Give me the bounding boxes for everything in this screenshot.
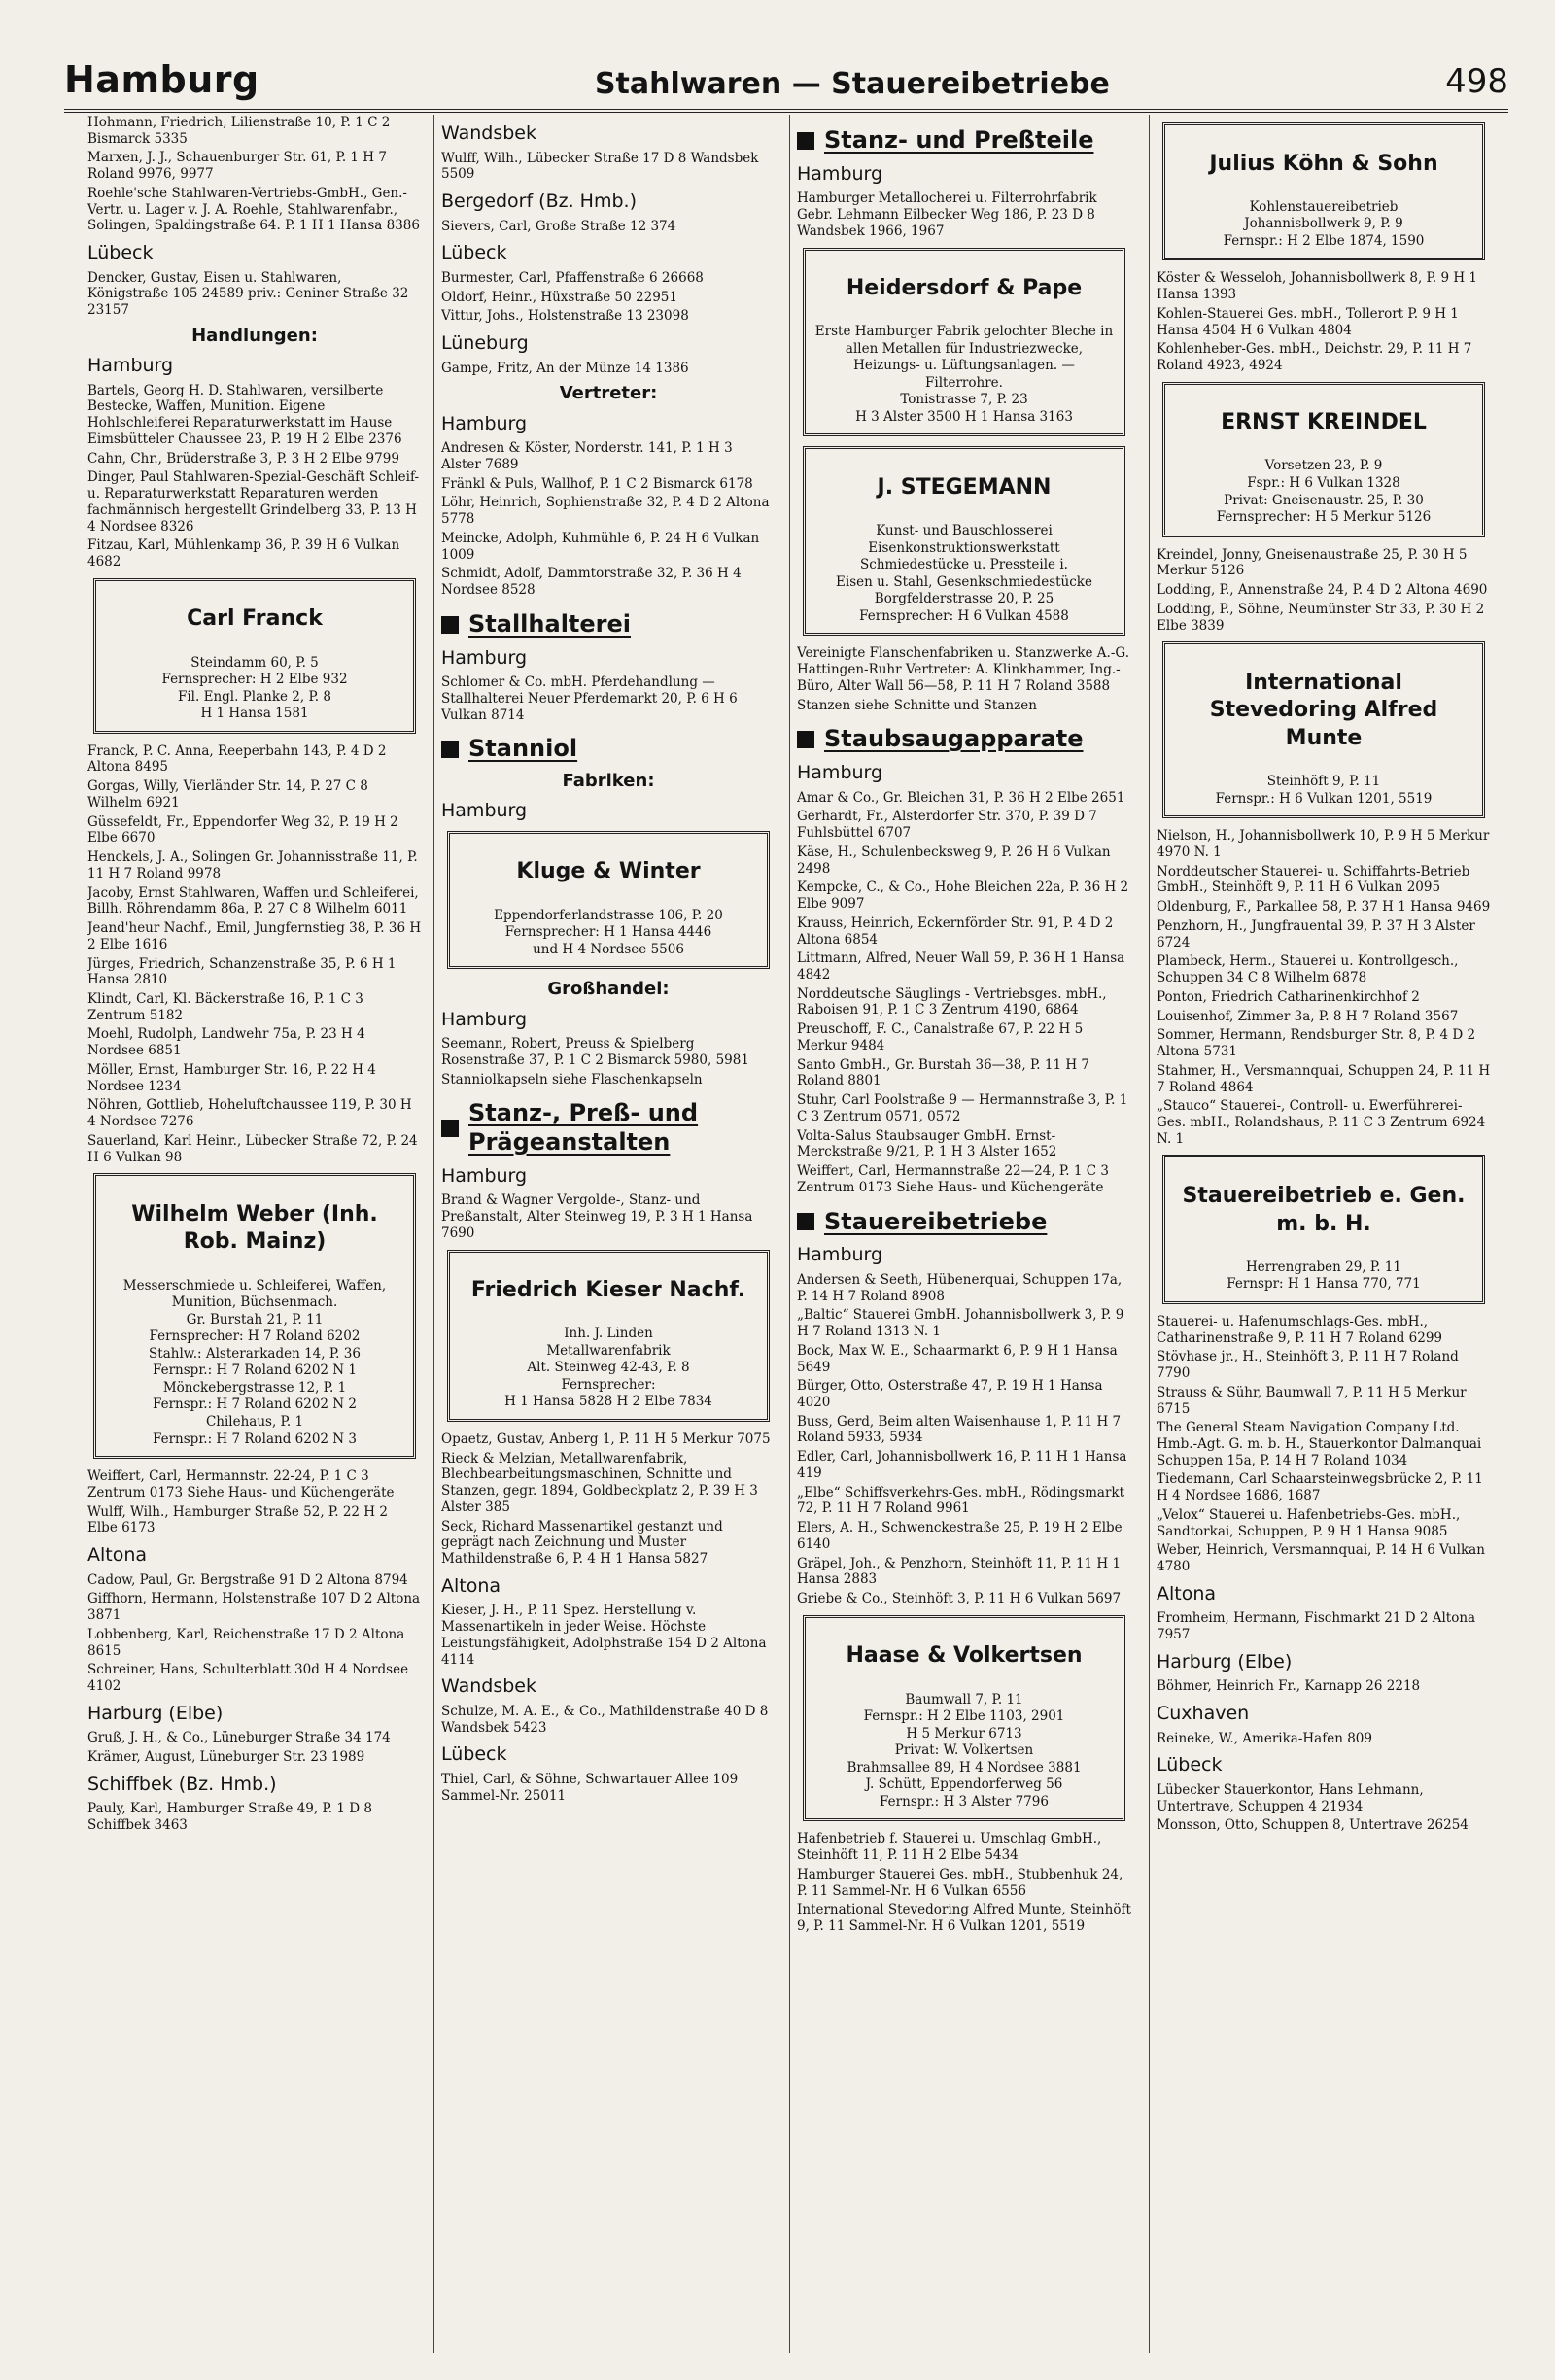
entry-list [87,115,422,234]
column-divider [433,115,434,2353]
subheading: Handlungen: [191,325,318,346]
directory-entry: Bock, Max W. E., Schaarmarkt 6, P. 9 H 1 Hansa 5649 [797,1342,1118,1375]
directory-entry: Stuhr, Carl Poolstraße 9 — Hermannstraße 3, P. 1 C 3 Zentrum 0571, 0572 [797,1092,1128,1124]
directory-entry: „Stauco“ Stauerei-, Controll- u. Ewerführerei-Ges. mbH., Rolandshaus, P. 11 C 3 Zentrum 6924 N. 1 [1157,1098,1486,1147]
advertisement-box [1162,1155,1485,1303]
ad-text: Vorsetzen 23, P. 9 Fspr.: H 6 Vulkan 1328 Privat: Gneisenaustr. 25, P. 30 Fernsprecher: H 5 Merkur 5126 [1216,458,1432,526]
advertisement-box [803,248,1125,437]
entry-list [441,440,776,599]
directory-entry: Köster & Wesseloh, Johannisbollwerk 8, P. 9 H 1 Hansa 1393 [1157,270,1478,303]
directory-entry: Stövhase jr., H., Steinhöft 3, P. 11 H 7 Roland 7790 [1157,1349,1459,1382]
directory-entry: Seck, Richard Massenartikel gestanzt und geprägt nach Zeichnung und Muster Mathildenstraße 6, P. 4 H 1 Hansa 5827 [441,1518,723,1568]
directory-entry: Fränkl & Puls, Wallhof, P. 1 C 2 Bismarck 6178 [441,475,753,492]
directory-entry: Fitzau, Karl, Mühlenkamp 36, P. 39 H 6 Vulkan 4682 [87,537,400,570]
entry-list [87,1801,422,1833]
section-marker-icon [797,132,814,150]
ad-title: Friedrich Kieser Nachf. [470,1278,746,1303]
advertisement-box [1162,382,1485,537]
directory-entry: Kempcke, C., & Co., Hohe Bleichen 22a, P. 36 H 2 Elbe 9097 [797,880,1129,913]
directory-entry: Tiedemann, Carl Schaarsteinwegsbrücke 2, P. 11 H 4 Nordsee 1686, 1687 [1157,1471,1483,1504]
city-heading: Lübeck [441,1743,507,1766]
section-heading: Stanz-, Preß- und Prägeanstalten [441,1099,776,1157]
ad-title: J. STEGEMANN [877,475,1052,500]
advertisement-box [803,446,1125,636]
city-heading: Harburg (Elbe) [87,1702,224,1724]
directory-entry: Schulze, M. A. E., & Co., Mathildenstraße 40 D 8 Wandsbek 5423 [441,1703,769,1736]
directory-entry: Böhmer, Heinrich Fr., Karnapp 26 2218 [1157,1678,1421,1695]
entry-list [87,1730,422,1765]
directory-entry: Cadow, Paul, Gr. Bergstraße 91 D 2 Altona 8794 [87,1571,408,1588]
advertisement-box [447,831,770,969]
ad-text: Herrengraben 29, P. 11 Fernspr: H 1 Hansa 770, 771 [1227,1259,1421,1293]
directory-entry: Hohmann, Friedrich, Lilienstraße 10, P. 1 C 2 Bismarck 5335 [87,115,391,147]
directory-entry: Stauerei- u. Hafenumschlags-Ges. mbH., Catharinenstraße 9, P. 11 H 7 Roland 6299 [1157,1313,1443,1346]
ad-text: Steindamm 60, P. 5 Fernsprecher: H 2 Elbe 932 Fil. Engl. Planke 2, P. 8 H 1 Hansa 1581 [161,654,348,722]
directory-entry: Edler, Carl, Johannisbollwerk 16, P. 11 H 1 Hansa 419 [797,1449,1127,1481]
directory-entry: Hamburger Metallocherei u. Filterrohrfabrik Gebr. Lehmann Eilbecker Weg 186, P. 23 D 8 Wandsbek 1966, 1967 [797,190,1097,239]
directory-entry: Amar & Co., Gr. Bleichen 31, P. 36 H 2 Elbe 2651 [797,789,1125,806]
directory-entry: Oldenburg, F., Parkallee 58, P. 37 H 1 Hansa 9469 [1157,899,1491,915]
entry-list [1157,1782,1491,1834]
entry-list [1157,1314,1491,1575]
city-heading: Bergedorf (Bz. Hmb.) [441,190,637,213]
entry-list [441,151,776,183]
city-heading: Hamburg [441,646,528,669]
directory-entry: Burmester, Carl, Pfaffenstraße 6 26668 [441,269,704,286]
entry-list [441,1192,776,1241]
directory-entry: Henckels, J. A., Solingen Gr. Johannisstraße 11, P. 11 H 7 Roland 9978 [87,849,418,881]
entry-list [797,1831,1131,1934]
directory-entry: Sievers, Carl, Große Straße 12 374 [441,218,676,234]
directory-entry: Möller, Ernst, Hamburger Str. 16, P. 22 H 4 Nordsee 1234 [87,1061,376,1094]
directory-entry: Stanniolkapseln siehe Flaschenkapseln [441,1071,703,1087]
entry-list [441,219,776,235]
section-marker-icon [797,1213,814,1230]
directory-entry: Weiffert, Carl, Hermannstr. 22-24, P. 1 C 3 Zentrum 0173 Siehe Haus- und Küchengeräte [87,1468,395,1500]
directory-entry: Schlomer & Co. mbH. Pferdehandlung — Stallhalterei Neuer Pferdemarkt 20, P. 6 H 6 Vulkan 8714 [441,674,738,723]
city-heading: Hamburg [441,1008,528,1030]
city-heading: Lüneburg [441,332,529,355]
entry-list [1157,828,1491,1147]
section-heading: Stanniol [441,735,776,764]
directory-entry: Weiffert, Carl, Hermannstraße 22—24, P. 1 C 3 Zentrum 0173 Siehe Haus- und Küchengeräte [797,1163,1109,1195]
advertisement-box [1162,122,1485,260]
advertisement-box [447,1250,770,1422]
section-heading: Stauereibetriebe [797,1208,1131,1237]
city-heading: Hamburg [441,1164,528,1187]
entry-list [87,383,422,570]
ad-text: Kohlenstauereibetrieb Johannisbollwerk 9, P. 9 Fernspr.: H 2 Elbe 1874, 1590 [1223,198,1425,249]
entry-list [87,1572,422,1695]
directory-entry: Stahmer, H., Versmannquai, Schuppen 24, P. 11 H 7 Roland 4864 [1157,1062,1491,1095]
entry-list [87,1468,422,1536]
city-heading: Lübeck [1157,1754,1223,1776]
section-heading: Staubsaugapparate [797,725,1131,754]
directory-entry: Elers, A. H., Schwenckestraße 25, P. 19 H 2 Elbe 6140 [797,1520,1123,1552]
directory-entry: Volta-Salus Staubsauger GmbH. Ernst-Merckstraße 9/21, P. 1 H 3 Alster 1652 [797,1127,1057,1160]
ad-title: Kluge & Winter [516,859,701,884]
ad-title: Stauereibetrieb e. Gen. m. b. H. [1182,1184,1466,1236]
directory-entry: „Velox“ Stauerei u. Hafenbetriebs-Ges. mbH., Sandtorkai, Schuppen, P. 9 H 1 Hansa 9085 [1157,1506,1461,1539]
directory-entry: International Stevedoring Alfred Munte, Steinhöft 9, P. 11 Sammel-Nr. H 6 Vulkan 1201, 5519 [797,1902,1131,1934]
city-heading: Altona [441,1574,501,1597]
directory-entry: Lodding, P., Annenstraße 24, P. 4 D 2 Altona 4690 [1157,582,1488,599]
directory-entry: Schreiner, Hans, Schulterblatt 30d H 4 Nordsee 4102 [87,1662,409,1694]
entry-list [441,270,776,325]
directory-entry: Käse, H., Schulenbecksweg 9, P. 26 H 6 Vulkan 2498 [797,844,1111,877]
subheading: Fabriken: [562,771,655,792]
page-number: 498 [1445,62,1508,101]
directory-entry: „Baltic“ Stauerei GmbH. Johannisbollwerk 3, P. 9 H 7 Roland 1313 N. 1 [797,1307,1124,1340]
directory-entry: „Elbe“ Schiffsverkehrs-Ges. mbH., Rödingsmarkt 72, P. 11 H 7 Roland 9961 [797,1484,1125,1517]
column-2 [441,115,776,2366]
directory-entry: The General Steam Navigation Company Ltd. Hmb.-Agt. G. m. b. H., Stauerkontor Dalmanquai Schuppen 15a, P. 14 H 7 Roland 1034 [1157,1420,1482,1468]
advertisement-box [93,578,416,734]
section-marker-icon [441,741,459,758]
page-header [64,43,1508,113]
directory-entry: Giffhorn, Hermann, Holstenstraße 107 D 2 Altona 3871 [87,1591,421,1624]
city-heading: Hamburg [797,762,883,784]
directory-entry: Schmidt, Adolf, Dammtorstraße 32, P. 36 H 4 Nordsee 8528 [441,566,742,599]
section-marker-icon [441,616,459,634]
column-divider [789,115,790,2353]
directory-entry: Oldorf, Heinr., Hüxstraße 50 22951 [441,289,677,305]
directory-entry: Norddeutsche Säuglings - Vertriebsges. mbH., Raboisen 91, P. 1 C 3 Zentrum 4190, 6864 [797,985,1107,1018]
directory-entry: Gorgas, Willy, Vierländer Str. 14, P. 27 C 8 Wilhelm 6921 [87,778,368,811]
city-heading: Hamburg [797,162,883,185]
directory-entry: Norddeutscher Stauerei- u. Schiffahrts-Betrieb GmbH., Steinhöft 9, P. 11 H 6 Vulkan 2095 [1157,863,1470,896]
entry-list [441,361,776,377]
city-heading: Wandsbek [441,1675,536,1698]
directory-entry: Kreindel, Jonny, Gneisenaustraße 25, P. 30 H 5 Merkur 5126 [1157,546,1468,579]
directory-entry: Thiel, Carl, & Söhne, Schwartauer Allee 109 Sammel-Nr. 25011 [441,1771,739,1804]
directory-entry: Marxen, J. J., Schauenburger Str. 61, P. 1 H 7 Roland 9976, 9977 [87,150,387,183]
directory-entry: Wulff, Wilh., Lübecker Straße 17 D 8 Wandsbek 5509 [441,150,759,183]
city-heading: Altona [87,1544,148,1567]
directory-entry: Bartels, Georg H. D. Stahlwaren, versilberte Bestecke, Waffen, Munition. Eigene Hohlschleiferei Reparaturwerkstatt im Hause Eimsbütteler Chaussee 23, P. 19 H 2 Elbe 2376 [87,382,402,447]
directory-entry: Meincke, Adolph, Kuhmühle 6, P. 24 H 6 Vulkan 1009 [441,530,760,563]
city-heading: Cuxhaven [1157,1703,1250,1725]
directory-entry: Littmann, Alfred, Neuer Wall 59, P. 36 H 1 Hansa 4842 [797,950,1125,983]
directory-entry: Lübecker Stauerkontor, Hans Lehmann, Untertrave, Schuppen 4 21934 [1157,1781,1424,1814]
directory-entry: Cahn, Chr., Brüderstraße 3, P. 3 H 2 Elbe 9799 [87,450,399,466]
entry-list [441,1431,776,1568]
directory-entry: Ponton, Friedrich Catharinenkirchhof 2 [1157,988,1420,1005]
entry-list [1157,1678,1491,1695]
city-heading: Hamburg [441,412,528,434]
advertisement-box [803,1615,1125,1822]
entry-list [1157,270,1491,373]
ad-text: Messerschmiede u. Schleiferei, Waffen, Munition, Büchsenmach. Gr. Burstah 21, P. 11 Fernsprecher: H 7 Roland 6202 Stahlw.: Alsterarkaden 14, P. 36 Fernspr.: H 7 Roland 6202 N 1 Mönckebergstrasse 12, P. 1 Fernspr.: H 7 Roland 6202 N 2 Chilehaus, P. 1 Fernspr.: H 7 Roland 6202 N 3 [122,1277,387,1447]
entry-list [441,674,776,723]
ad-title: Haase & Volkertsen [846,1643,1083,1669]
section-marker-icon [797,731,814,748]
entry-list [87,743,422,1166]
directory-entry: Dencker, Gustav, Eisen u. Stahlwaren, Königstraße 105 24589 priv.: Geniner Straße 32 23157 [87,269,409,319]
ad-text: Baumwall 7, P. 11 Fernspr.: H 2 Elbe 1103, 2901 H 5 Merkur 6713 Privat: W. Volkertsen Brahmsallee 89, H 4 Nordsee 3881 J. Schütt, Eppendorferweg 56 Fernspr.: H 3 Alster 7796 [847,1691,1082,1810]
city-heading: Hamburg [441,800,528,822]
directory-entry: Hamburger Stauerei Ges. mbH., Stubbenhuk 24, P. 11 Sammel-Nr. H 6 Vulkan 6556 [797,1866,1123,1899]
directory-entry: Pauly, Karl, Hamburger Straße 49, P. 1 D 8 Schiffbek 3463 [87,1801,372,1833]
column-divider [1149,115,1150,2353]
section-marker-icon [441,1120,459,1137]
directory-entry: Gerhardt, Fr., Alsterdorfer Str. 370, P. 39 D 7 Fuhlsbüttel 6707 [797,809,1097,842]
directory-entry: Bürger, Otto, Osterstraße 47, P. 19 H 1 Hansa 4020 [797,1378,1103,1410]
entry-list [441,1772,776,1804]
directory-entry: Santo GmbH., Gr. Burstah 36—38, P. 11 H 7 Roland 8801 [797,1056,1089,1089]
directory-entry: Sommer, Hermann, Rendsburger Str. 8, P. 4 D 2 Altona 5731 [1157,1027,1476,1060]
entry-list [1157,1610,1491,1642]
directory-entry: Jacoby, Ernst Stahlwaren, Waffen und Schleiferei, Billh. Röhrendamm 86a, P. 27 C 8 Wilhelm 6011 [87,884,419,917]
directory-entry: Vittur, Johs., Holstenstraße 13 23098 [441,308,689,325]
directory-entry: Brand & Wagner Vergolde-, Stanz- und Preßanstalt, Alter Steinweg 19, P. 3 H 1 Hansa 7690 [441,1192,753,1241]
directory-entry: Weber, Heinrich, Versmannquai, P. 14 H 6 Vulkan 4780 [1157,1542,1485,1575]
directory-entry: Roehle'sche Stahlwaren-Vertriebs-GmbH., Gen.-Vertr. u. Lager v. J. A. Roehle, Stahlwarenfabr., Solingen, Spaldingstraße 64. P. 1 H 1 Hansa 8386 [87,185,420,234]
ad-title: International Stevedoring Alfred Munte [1209,670,1438,751]
directory-entry: Fromheim, Hermann, Fischmarkt 21 D 2 Altona 7957 [1157,1610,1476,1643]
ad-text: Eppendorferlandstrasse 106, P. 20 Fernsprecher: H 1 Hansa 4446 und H 4 Nordsee 5506 [494,907,723,957]
entry-list [441,1704,776,1736]
directory-entry: Moehl, Rudolph, Landwehr 75a, P. 23 H 4 Nordsee 6851 [87,1026,365,1059]
directory-entry: Opaetz, Gustav, Anberg 1, P. 11 H 5 Merkur 7075 [441,1431,771,1447]
directory-entry: Reineke, W., Amerika-Hafen 809 [1157,1730,1372,1746]
directory-entry: Hafenbetrieb f. Stauerei u. Umschlag GmbH., Steinhöft 11, P. 11 H 2 Elbe 5434 [797,1831,1102,1864]
ad-title: Julius Köhn & Sohn [1209,151,1438,176]
directory-entry: Jeand'heur Nachf., Emil, Jungfernstieg 38, P. 36 H 2 Elbe 1616 [87,920,422,952]
entry-list [441,1036,776,1087]
entry-list [797,1272,1131,1607]
ad-title: Wilhelm Weber (Inh. Rob. Mainz) [131,1201,378,1255]
directory-entry: Güssefeldt, Fr., Eppendorfer Weg 32, P. 19 H 2 Elbe 6670 [87,813,398,846]
directory-entry: Franck, P. C. Anna, Reeperbahn 143, P. 4 D 2 Altona 8495 [87,742,387,776]
advertisement-box [1162,641,1485,818]
city-heading: Lübeck [87,242,154,264]
directory-entry: Penzhorn, H., Jungfrauental 39, P. 37 H 3 Alster 6724 [1157,917,1475,950]
subheading: Vertreter: [559,383,658,404]
ad-text: Kunst- und Bauschlosserei Eisenkonstruktionswerkstatt Schmiedestücke u. Pressteile i. Eisen u. Stahl, Gesenkschmiedestücke Borgfelderstrasse 20, P. 25 Fernsprecher: H 6 Vulkan 4588 [836,523,1092,624]
directory-entry: Griebe & Co., Steinhöft 3, P. 11 H 6 Vulkan 5697 [797,1591,1122,1607]
section-heading: Stallhalterei [441,610,776,639]
entry-list [1157,1731,1491,1747]
directory-entry: Seemann, Robert, Preuss & Spielberg Rosenstraße 37, P. 1 C 2 Bismarck 5980, 5981 [441,1036,749,1068]
directory-entry: Plambeck, Herm., Stauerei u. Kontrollgesch., Schuppen 34 C 8 Wilhelm 6878 [1157,953,1459,986]
entry-list [797,190,1131,239]
directory-entry: Sauerland, Karl Heinr., Lübecker Straße 72, P. 24 H 6 Vulkan 98 [87,1132,418,1165]
header-category: Stahlwaren — Stauereibetriebe [594,67,1110,101]
city-heading: Hamburg [797,1244,883,1266]
section-heading: Stanz- und Preßteile [797,126,1131,155]
entry-list [797,790,1131,1196]
directory-entry: Nielson, H., Johannisbollwerk 10, P. 9 H 5 Merkur 4970 N. 1 [1157,828,1490,860]
directory-entry: Krauss, Heinrich, Eckernförder Str. 91, P. 4 D 2 Altona 6854 [797,914,1114,948]
ad-text: Erste Hamburger Fabrik gelochter Bleche in allen Metallen für Industriezwecke, Heizungs- u. Lüftungsanlagen. — Filterrohre. Tonistrasse 7, P. 23 H 3 Alster 3500 H 1 Hansa 3163 [814,324,1114,425]
city-heading: Altona [1157,1582,1217,1604]
advertisement-box [93,1173,416,1459]
ad-title: Heidersdorf & Pape [846,276,1083,301]
directory-entry: Nöhren, Gottlieb, Hoheluftchaussee 119, P. 30 H 4 Nordsee 7276 [87,1097,412,1130]
entry-list [797,645,1131,713]
directory-entry: Andresen & Köster, Norderstr. 141, P. 1 H 3 Alster 7689 [441,440,733,472]
directory-entry: Kohlen-Stauerei Ges. mbH., Tollerort P. 9 H 1 Hansa 4504 H 6 Vulkan 4804 [1157,305,1459,338]
directory-entry: Monsson, Otto, Schuppen 8, Untertrave 26254 [1157,1817,1469,1834]
city-heading: Schiffbek (Bz. Hmb.) [87,1773,277,1795]
city-heading: Harburg (Elbe) [1157,1650,1293,1673]
directory-entry: Strauss & Sühr, Baumwall 7, P. 11 H 5 Merkur 6715 [1157,1384,1467,1417]
ad-title: ERNST KREINDEL [1221,410,1427,435]
directory-entry: Andersen & Seeth, Hübenerquai, Schuppen 17a, P. 14 H 7 Roland 8908 [797,1271,1123,1304]
directory-entry: Kohlenheber-Ges. mbH., Deichstr. 29, P. 11 H 7 Roland 4923, 4924 [1157,341,1472,373]
directory-entry: Wulff, Wilh., Hamburger Straße 52, P. 22 H 2 Elbe 6173 [87,1503,388,1536]
ad-text: Steinhöft 9, P. 11 Fernspr.: H 6 Vulkan 1201, 5519 [1215,774,1433,807]
ad-text: Inh. J. Linden Metallwarenfabrik Alt. Steinweg 42-43, P. 8 Fernsprecher: H 1 Hansa 5828 H 2 Elbe 7834 [504,1326,712,1410]
directory-entry: Gampe, Fritz, An der Münze 14 1386 [441,360,689,376]
directory-entry: Louisenhof, Zimmer 3a, P. 8 H 7 Roland 3567 [1157,1008,1459,1024]
entry-list [87,270,422,319]
directory-entry: Jürges, Friedrich, Schanzenstraße 35, P. 6 H 1 Hansa 2810 [87,955,397,988]
column-1 [87,115,422,2366]
directory-entry: Gräpel, Joh., & Penzhorn, Steinhöft 11, P. 11 H 1 Hansa 2883 [797,1555,1122,1588]
entry-list [441,1603,776,1668]
directory-entry: Lobbenberg, Karl, Reichenstraße 17 D 2 Altona 8615 [87,1626,405,1659]
directory-entry: Preuschoff, F. C., Canalstraße 67, P. 22 H 5 Merkur 9484 [797,1021,1084,1053]
directory-entry: Klindt, Carl, Kl. Bäckerstraße 16, P. 1 C 3 Zentrum 5182 [87,990,363,1023]
city-heading: Lübeck [441,242,507,264]
subheading: Großhandel: [547,979,670,1000]
directory-entry: Rieck & Melzian, Metallwarenfabrik, Blechbearbeitungsmaschinen, Schnitte und Stanzen, gegr. 1894, Goldbeckplatz 2, P. 39 H 3 Alster 385 [441,1450,758,1515]
directory-entry: Dinger, Paul Stahlwaren-Spezial-Geschäft Schleif- u. Reparaturwerkstatt Reparaturen werden fachmännisch hergestellt Grindelberg 33, P. 13 H 4 Nordsee 8326 [87,469,420,535]
column-3 [797,115,1131,2366]
city-heading: Hamburg [87,355,174,377]
entry-list [1157,547,1491,635]
column-4 [1157,115,1491,2366]
directory-entry: Vereinigte Flanschenfabriken u. Stanzwerke A.-G. Hattingen-Ruhr Vertreter: A. Klinkhammer, Ing.-Büro, Alter Wall 56—58, P. 11 H 7 Roland 3588 [797,645,1129,694]
header-city: Hamburg [64,58,259,101]
directory-entry: Kieser, J. H., P. 11 Spez. Herstellung v. Massenartikeln in jeder Weise. Höchste Leistungsfähigkeit, Adolphstraße 154 D 2 Altona 4114 [441,1603,767,1668]
directory-entry: Löhr, Heinrich, Sophienstraße 32, P. 4 D 2 Altona 5778 [441,495,770,528]
city-heading: Wandsbek [441,122,536,144]
directory-entry: Krämer, August, Lüneburger Str. 23 1989 [87,1748,365,1765]
directory-entry: Gruß, J. H., & Co., Lüneburger Straße 34 174 [87,1730,391,1746]
directory-entry: Lodding, P., Söhne, Neumünster Str 33, P. 30 H 2 Elbe 3839 [1157,601,1485,634]
directory-entry: Stanzen siehe Schnitte und Stanzen [797,697,1037,713]
ad-title: Carl Franck [187,606,323,632]
directory-entry: Buss, Gerd, Beim alten Waisenhause 1, P. 11 H 7 Roland 5933, 5934 [797,1413,1122,1446]
